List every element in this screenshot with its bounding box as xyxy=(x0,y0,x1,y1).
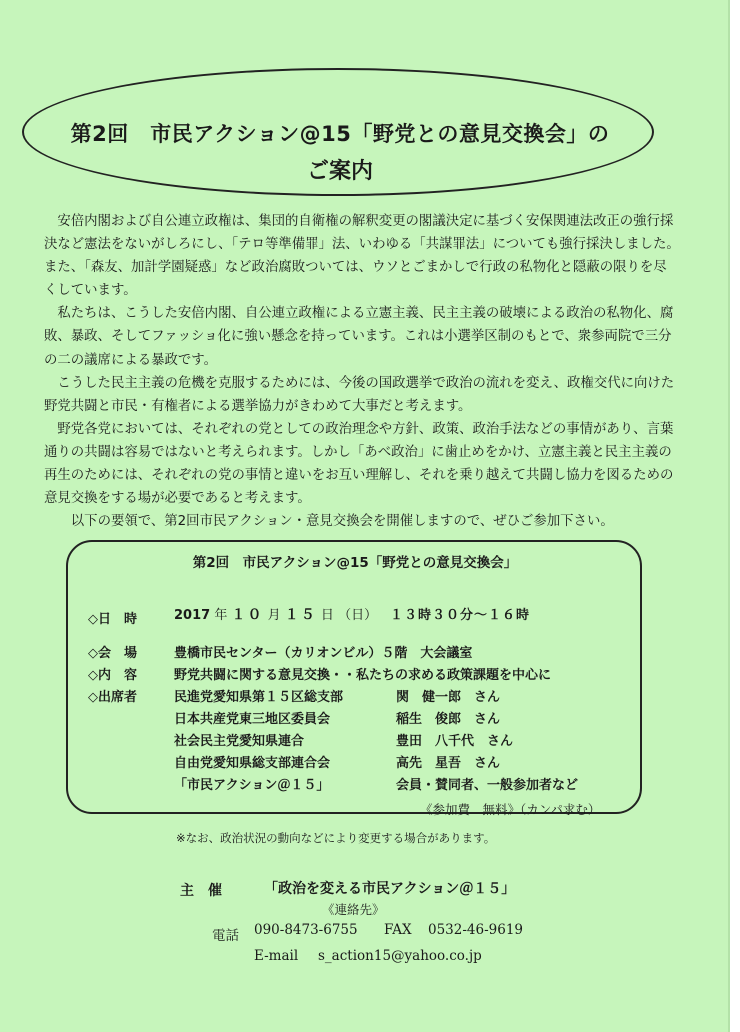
intro-paragraph: 野党各党においては、それぞれの党としての政治理念や方針、政策、政治手法などの事情があり、言葉通りの共闘は容易ではないと考えられます。しかし「あべ政治」に歯止めをかけ、立憲主義と民主主義の再生のためには、それぞれの党の事情と違いをお互い理解し、それを乗り越えて共闘し協力を図るための意見交換をする場が必要であると考えます。 xyxy=(44,421,674,507)
page-title: 第2回 市民アクション@15「野党との意見交換会」の xyxy=(70,122,610,146)
organizer-label: 主 催 xyxy=(180,883,222,899)
attendee-org: 民進党愛知県第１５区総支部 xyxy=(174,690,344,705)
intro-text xyxy=(44,210,680,533)
event-day-unit: 日 xyxy=(320,608,334,623)
content-value: 野党共闘に関する意見交換・・私たちの求める政策課題を中心に xyxy=(174,668,552,683)
intro-paragraph: こうした民主主義の危機を克服するためには、今後の国政選挙で政治の流れを変え、政権交代に向けた野党共闘と市民・有権者による選挙協力がきわめて大事だと考えます。 xyxy=(44,375,675,414)
event-time: １３時３０分～１６時 xyxy=(390,608,531,623)
event-weekday: （日） xyxy=(338,608,378,623)
venue-value: 豊橋市民センター（カリオンビル）５階 大会議室 xyxy=(174,646,473,661)
page-title-sub: ご案内 xyxy=(306,159,373,184)
attendee-person: 豊田 八千代 さん xyxy=(396,734,514,749)
venue-label: ◇会 場 xyxy=(88,646,137,661)
datetime-label: ◇日 時 xyxy=(88,612,137,627)
attendee-person: 高先 星吾 さん xyxy=(396,756,501,771)
fax-label: FAX xyxy=(384,922,412,938)
contact-heading: 《連絡先》 xyxy=(322,902,385,917)
fee-note: 《参加費 無料》（カンパ求む） xyxy=(420,802,601,817)
event-month: １０ xyxy=(231,607,264,623)
event-month-unit: 月 xyxy=(267,608,281,623)
event-year-unit: 年 xyxy=(214,608,228,623)
attendee-person: 関 健一郎 さん xyxy=(396,690,501,705)
phone-label: 電話 xyxy=(212,928,239,944)
datetime-value xyxy=(174,604,377,624)
organizer-name: 「政治を変える市民アクション＠１５」 xyxy=(264,881,516,897)
attendee-org: 「市民アクション＠１５」 xyxy=(174,778,330,793)
phone-number: 090-8473-6755 xyxy=(254,922,358,938)
email-address[interactable]: s_action15@yahoo.co.jp xyxy=(318,948,482,964)
attendee-org: 社会民主党愛知県連合 xyxy=(174,734,305,749)
details-title: 第2回 市民アクション@15「野党との意見交換会」 xyxy=(192,555,518,571)
change-note: ※なお、政治状況の動向などにより変更する場合があります。 xyxy=(176,831,496,845)
content-label: ◇内 容 xyxy=(88,668,137,683)
attendee-org: 自由党愛知県総支部連合会 xyxy=(174,756,331,771)
attendee-person: 稲生 俊郎 さん xyxy=(396,712,501,727)
fax-number: 0532-46-9619 xyxy=(428,922,524,938)
event-year: 2017 xyxy=(174,608,211,623)
attendee-person: 会員・賛同者、一般参加者など xyxy=(396,778,579,793)
email-label: E-mail xyxy=(254,948,299,964)
intro-paragraph: 以下の要領で、第2回市民アクション・意見交換会を開催しますので、ぜひご参加下さい。 xyxy=(70,514,614,530)
intro-paragraph: 安倍内閣および自公連立政権は、集団的自衛権の解釈変更の閣議決定に基づく安保関連法改正の強行採決など憲法をないがしろにし、「テロ等準備罪」法、いわゆる「共謀罪法」についても強行採決しました。また、「森友、加計学園疑惑」など政治腐敗ついては、ウソとごまかしで行政の私物化と隠蔽の限りを尽くしています。 xyxy=(44,214,680,299)
intro-paragraph: 私たちは、こうした安倍内閣、自公連立政権による立憲主義、民主主義の破壊による政治の私物化、腐敗、暴政、そしてファッショ化に強い懸念を持っています。これは小選挙区制のもとで、衆参両院で三分の二の議席による暴政です。 xyxy=(44,306,674,368)
attendees-label: ◇出席者 xyxy=(88,690,137,705)
attendee-org: 日本共産党東三地区委員会 xyxy=(174,712,331,727)
event-day: １５ xyxy=(284,607,317,623)
